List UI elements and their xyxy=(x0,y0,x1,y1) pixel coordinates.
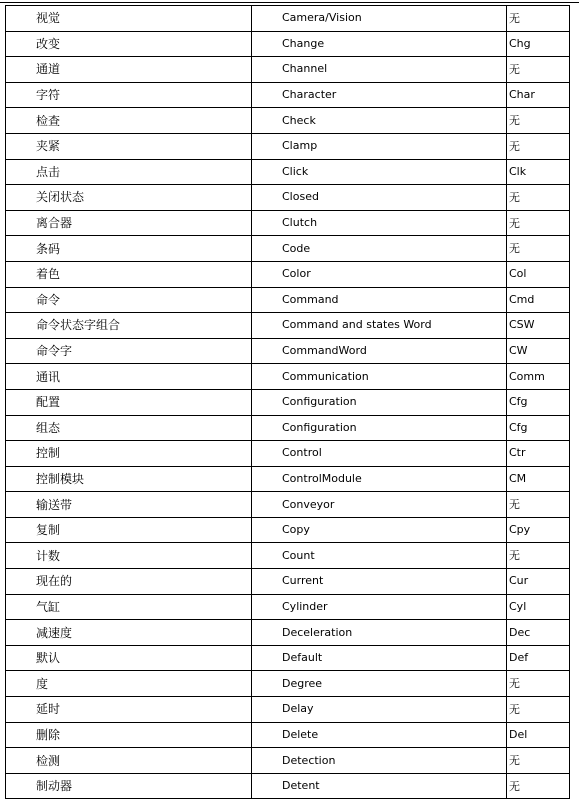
chinese-term-cell: 通讯 xyxy=(6,364,252,390)
chinese-term-cell: 默认 xyxy=(6,645,252,671)
english-term-cell: Cylinder xyxy=(252,594,507,620)
english-term-cell: Camera/Vision xyxy=(252,6,507,32)
table-row xyxy=(6,159,570,185)
table-row xyxy=(6,389,570,415)
chinese-term-cell: 着色 xyxy=(6,261,252,287)
english-term-cell: Degree xyxy=(252,671,507,697)
chinese-term-cell: 检查 xyxy=(6,108,252,134)
english-term-cell: Control xyxy=(252,441,507,467)
english-term-cell: Delete xyxy=(252,722,507,748)
table-row xyxy=(6,569,570,595)
table-row xyxy=(6,287,570,313)
english-term-cell: Delay xyxy=(252,697,507,723)
english-term-cell: Count xyxy=(252,543,507,569)
english-term-cell: Character xyxy=(252,82,507,108)
abbreviation-table xyxy=(5,5,570,799)
top-rule xyxy=(0,2,579,3)
abbreviation-cell: Cpy xyxy=(507,517,570,543)
table-row xyxy=(6,671,570,697)
table-row xyxy=(6,748,570,774)
english-term-cell: Code xyxy=(252,236,507,262)
chinese-term-cell: 输送带 xyxy=(6,492,252,518)
abbreviation-cell: 无 xyxy=(507,133,570,159)
table-row xyxy=(6,415,570,441)
english-term-cell: Command and states Word xyxy=(252,313,507,339)
table-row xyxy=(6,261,570,287)
abbreviation-cell: 无 xyxy=(507,6,570,32)
table-row xyxy=(6,31,570,57)
chinese-term-cell: 夹紧 xyxy=(6,133,252,159)
abbreviation-cell: 无 xyxy=(507,492,570,518)
table-row xyxy=(6,236,570,262)
chinese-term-cell: 关闭状态 xyxy=(6,185,252,211)
table-row xyxy=(6,185,570,211)
table-row xyxy=(6,620,570,646)
english-term-cell: Closed xyxy=(252,185,507,211)
english-term-cell: Channel xyxy=(252,57,507,83)
table-row xyxy=(6,133,570,159)
table-row xyxy=(6,313,570,339)
chinese-term-cell: 通道 xyxy=(6,57,252,83)
chinese-term-cell: 检测 xyxy=(6,748,252,774)
abbreviation-cell: Col xyxy=(507,261,570,287)
abbreviation-cell: Def xyxy=(507,645,570,671)
abbreviation-cell: Comm xyxy=(507,364,570,390)
chinese-term-cell: 命令字 xyxy=(6,338,252,364)
table-row xyxy=(6,6,570,32)
chinese-term-cell: 命令 xyxy=(6,287,252,313)
table-row xyxy=(6,364,570,390)
abbreviation-cell: 无 xyxy=(507,185,570,211)
table-row xyxy=(6,645,570,671)
table-row xyxy=(6,492,570,518)
chinese-term-cell: 组态 xyxy=(6,415,252,441)
abbreviation-cell: Ctr xyxy=(507,441,570,467)
abbreviation-cell: Dec xyxy=(507,620,570,646)
abbreviation-cell: 无 xyxy=(507,748,570,774)
chinese-term-cell: 延时 xyxy=(6,697,252,723)
abbreviation-cell: Cfg xyxy=(507,415,570,441)
chinese-term-cell: 控制模块 xyxy=(6,466,252,492)
chinese-term-cell: 控制 xyxy=(6,441,252,467)
table-row xyxy=(6,82,570,108)
abbreviation-cell: Cur xyxy=(507,569,570,595)
chinese-term-cell: 制动器 xyxy=(6,773,252,799)
english-term-cell: Clamp xyxy=(252,133,507,159)
chinese-term-cell: 减速度 xyxy=(6,620,252,646)
table-row xyxy=(6,338,570,364)
chinese-term-cell: 配置 xyxy=(6,389,252,415)
table-row xyxy=(6,57,570,83)
abbreviation-cell: Cfg xyxy=(507,389,570,415)
abbreviation-cell: 无 xyxy=(507,236,570,262)
chinese-term-cell: 改变 xyxy=(6,31,252,57)
abbreviation-cell: Del xyxy=(507,722,570,748)
chinese-term-cell: 点击 xyxy=(6,159,252,185)
english-term-cell: Copy xyxy=(252,517,507,543)
english-term-cell: Configuration xyxy=(252,389,507,415)
chinese-term-cell: 字符 xyxy=(6,82,252,108)
chinese-term-cell: 气缸 xyxy=(6,594,252,620)
english-term-cell: Configuration xyxy=(252,415,507,441)
english-term-cell: Detection xyxy=(252,748,507,774)
english-term-cell: Command xyxy=(252,287,507,313)
table-row xyxy=(6,773,570,799)
chinese-term-cell: 视觉 xyxy=(6,6,252,32)
abbreviation-cell: 无 xyxy=(507,671,570,697)
english-term-cell: Change xyxy=(252,31,507,57)
chinese-term-cell: 离合器 xyxy=(6,210,252,236)
abbreviation-cell: Char xyxy=(507,82,570,108)
english-term-cell: Check xyxy=(252,108,507,134)
chinese-term-cell: 条码 xyxy=(6,236,252,262)
abbreviation-cell: Clk xyxy=(507,159,570,185)
english-term-cell: Color xyxy=(252,261,507,287)
chinese-term-cell: 计数 xyxy=(6,543,252,569)
english-term-cell: Click xyxy=(252,159,507,185)
abbreviation-cell: CM xyxy=(507,466,570,492)
table-row xyxy=(6,441,570,467)
table-row xyxy=(6,594,570,620)
table-row xyxy=(6,697,570,723)
table-row xyxy=(6,543,570,569)
table-body xyxy=(6,6,570,799)
abbreviation-cell: Chg xyxy=(507,31,570,57)
abbreviation-cell: 无 xyxy=(507,543,570,569)
english-term-cell: Current xyxy=(252,569,507,595)
abbreviation-cell: Cyl xyxy=(507,594,570,620)
table-row xyxy=(6,517,570,543)
chinese-term-cell: 现在的 xyxy=(6,569,252,595)
abbreviation-cell: 无 xyxy=(507,108,570,134)
chinese-term-cell: 复制 xyxy=(6,517,252,543)
chinese-term-cell: 命令状态字组合 xyxy=(6,313,252,339)
english-term-cell: CommandWord xyxy=(252,338,507,364)
english-term-cell: Default xyxy=(252,645,507,671)
chinese-term-cell: 删除 xyxy=(6,722,252,748)
abbreviation-cell: CSW xyxy=(507,313,570,339)
abbreviation-cell: Cmd xyxy=(507,287,570,313)
english-term-cell: Detent xyxy=(252,773,507,799)
abbreviation-cell: 无 xyxy=(507,697,570,723)
english-term-cell: Conveyor xyxy=(252,492,507,518)
abbreviation-cell: 无 xyxy=(507,210,570,236)
table-row xyxy=(6,210,570,236)
abbreviation-cell: 无 xyxy=(507,773,570,799)
english-term-cell: Clutch xyxy=(252,210,507,236)
table-row xyxy=(6,466,570,492)
table-row xyxy=(6,722,570,748)
chinese-term-cell: 度 xyxy=(6,671,252,697)
table-row xyxy=(6,108,570,134)
english-term-cell: Deceleration xyxy=(252,620,507,646)
abbreviation-cell: 无 xyxy=(507,57,570,83)
english-term-cell: Communication xyxy=(252,364,507,390)
english-term-cell: ControlModule xyxy=(252,466,507,492)
abbreviation-cell: CW xyxy=(507,338,570,364)
